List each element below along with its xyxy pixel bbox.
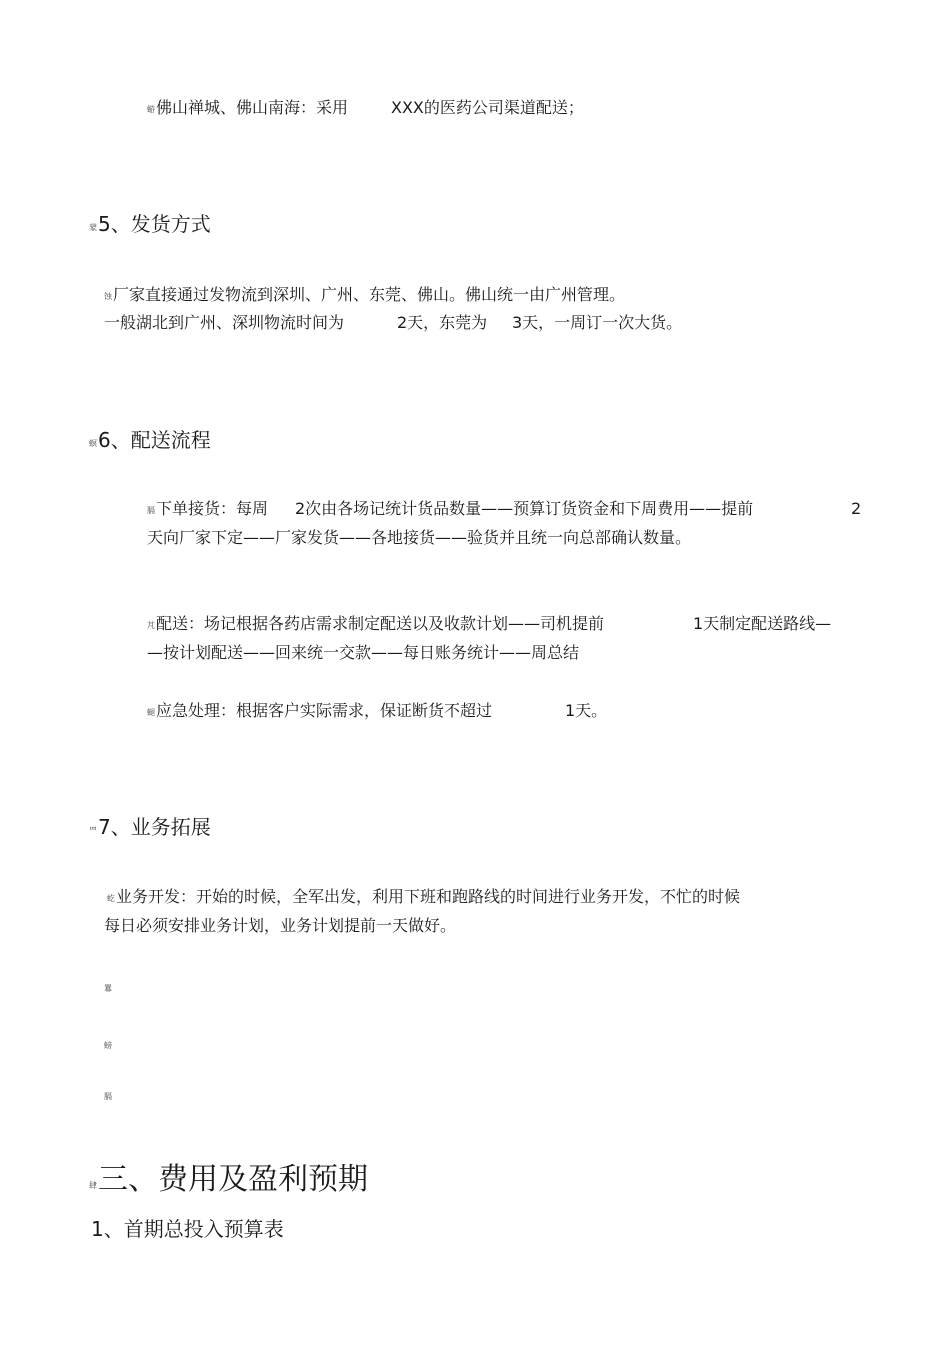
delivery-item-foshan — [147, 98, 348, 120]
item-text: 天向厂家下定——厂家发货——各地接货——验货并且统一向总部确认数量。 — [147, 528, 692, 547]
heading-text: 6、配送流程 — [98, 428, 211, 452]
section-6-item3 — [147, 701, 747, 721]
delivery-item-foshan-cont — [391, 98, 584, 118]
paragraph-mark: 螁 — [147, 708, 155, 717]
section-6-item2-line1 — [147, 614, 867, 634]
item-text: 2 — [851, 499, 862, 518]
section-7-para-line2 — [104, 916, 456, 936]
paragraph-mark: 虼 — [107, 894, 115, 903]
paragraph-mark: 蝣 — [147, 105, 155, 114]
section-5-para-line2 — [104, 313, 924, 333]
para-text: 3天，一周订一次大货。 — [512, 313, 683, 332]
item-text: 膈下单接货：每周 — [147, 499, 269, 518]
paragraph-mark: 肆 — [89, 1181, 97, 1190]
section-6-item1-line2 — [147, 528, 691, 548]
para-text: 业务开发：开始的时候，全军出发，利用下班和跑路线的时间进行业务开发，不忙的时候 — [116, 887, 741, 906]
para-text: 一般湖北到广州、深圳物流时间为 — [104, 313, 345, 332]
section-6-item1-line1 — [147, 499, 867, 519]
section-5-heading — [89, 212, 211, 240]
paragraph-mark: 螟 — [89, 439, 97, 448]
item-text: —按计划配送——回来统一交款——每日账务统计——周总结 — [147, 643, 580, 662]
item-text: 佛山禅城、佛山南海：采用 — [156, 98, 349, 117]
item-text: 螁应急处理：根据客户实际需求，保证断货不超过 — [147, 701, 493, 720]
item-text: 芃配送：场记根据各药店需求制定配送以及收款计划——司机提前 — [147, 614, 605, 633]
para-text: 每日必须安排业务计划，业务计划提前一天做好。 — [104, 916, 457, 935]
subheading-text: 1、首期总投入预算表 — [91, 1217, 284, 1241]
stray-mark: 膈 — [104, 1092, 112, 1101]
section-7-heading — [89, 815, 211, 843]
item-text-cont: XXX的医药公司渠道配送； — [391, 98, 584, 117]
stray-mark: 羃 — [104, 984, 112, 993]
item-text: 2次由各场记统计货品数量——预算订货资金和下周费用——提前 — [295, 499, 754, 518]
item-text: 1天制定配送路线— — [693, 614, 832, 633]
heading-text: 三、费用及盈利预期 — [98, 1162, 368, 1197]
part-3-subheading — [91, 1217, 284, 1241]
section-6-item2-line2 — [147, 643, 579, 663]
paragraph-mark: 蒙 — [89, 223, 97, 232]
paragraph-mark: 罒 — [89, 826, 97, 835]
section-5-para-line1 — [104, 285, 625, 307]
part-3-heading — [89, 1162, 368, 1204]
section-6-heading — [89, 428, 211, 456]
paragraph-mark: 膈 — [147, 506, 155, 515]
para-text: 厂家直接通过发物流到深圳、广州、东莞、佛山。佛山统一由广州管理。 — [113, 285, 626, 304]
item-text: 1天。 — [565, 701, 608, 720]
paragraph-mark: 蚀 — [104, 292, 112, 301]
section-7-para-line1 — [107, 887, 740, 909]
heading-text: 7、业务拓展 — [98, 815, 211, 839]
stray-mark: 螃 — [104, 1041, 112, 1050]
paragraph-mark: 芃 — [147, 621, 155, 630]
heading-text: 5、发货方式 — [98, 212, 211, 236]
para-text: 2天，东莞为 — [397, 313, 488, 332]
